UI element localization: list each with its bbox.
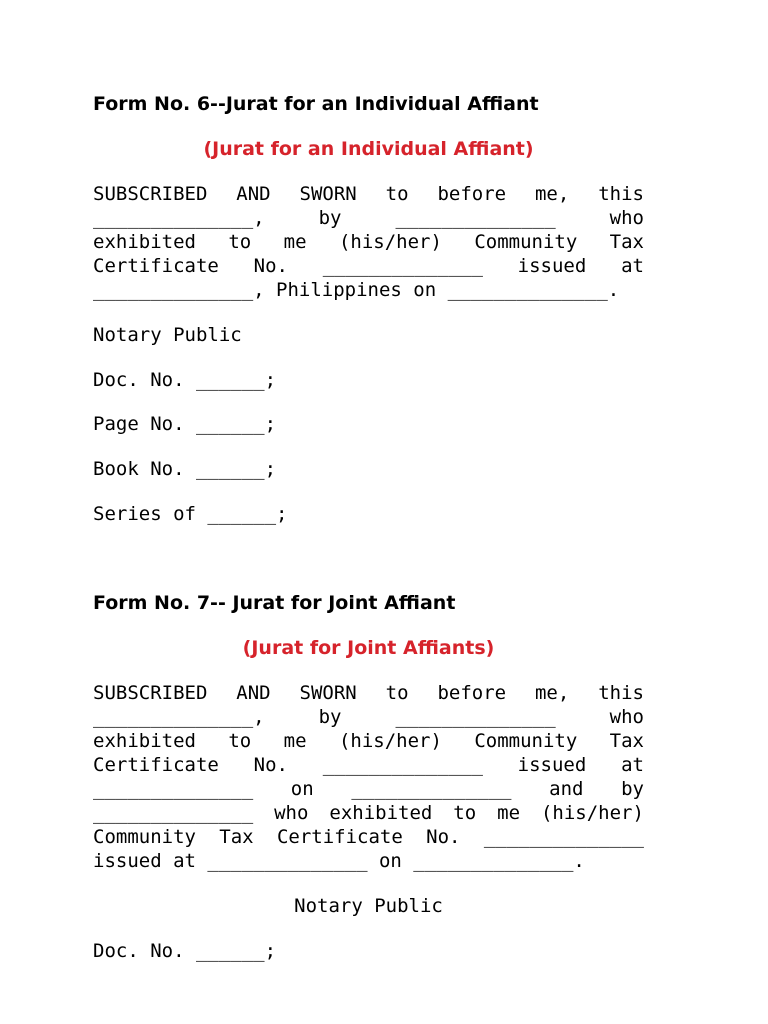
form7-body-line-1: SUBSCRIBED AND SWORN to before me, this xyxy=(93,682,644,704)
form7-body-line-5: ______________ on ______________ and by xyxy=(93,778,644,800)
form6-body-line-2: ______________, by ______________ who xyxy=(93,207,644,229)
form7-title: Form No. 7-- Jurat for Joint Affiant xyxy=(93,592,456,614)
form6-subtitle: (Jurat for an Individual Affiant) xyxy=(203,138,534,160)
form6-body-line-1: SUBSCRIBED AND SWORN to before me, this xyxy=(93,183,644,205)
form6-body-line-4: Certificate No. ______________ issued at xyxy=(93,255,644,277)
form7-body-line-3: exhibited to me (his/her) Community Tax xyxy=(93,730,644,752)
form7-doc-no: Doc. No. ______; xyxy=(93,940,277,962)
form7-body-line-7: Community Tax Certificate No. ______________ xyxy=(93,826,644,848)
form6-body-line-3: exhibited to me (his/her) Community Tax xyxy=(93,231,644,253)
form6-notary-public: Notary Public xyxy=(93,324,242,346)
form7-subtitle: (Jurat for Joint Affiants) xyxy=(242,637,495,659)
form7-notary-public: Notary Public xyxy=(294,895,443,917)
form7-body-line-4: Certificate No. ______________ issued at xyxy=(93,754,644,776)
form6-page-no: Page No. ______; xyxy=(93,413,277,435)
form6-body-line-5: ______________, Philippines on ______________. xyxy=(93,279,620,301)
form7-body-line-2: ______________, by ______________ who xyxy=(93,706,644,728)
form6-series-of: Series of ______; xyxy=(93,503,288,525)
form6-book-no: Book No. ______; xyxy=(93,458,277,480)
form6-title: Form No. 6--Jurat for an Individual Affiant xyxy=(93,93,539,115)
form6-doc-no: Doc. No. ______; xyxy=(93,369,277,391)
form7-body-line-8: issued at ______________ on ______________. xyxy=(93,850,585,872)
form7-body-line-6: ______________ who exhibited to me (his/her) xyxy=(93,802,644,824)
